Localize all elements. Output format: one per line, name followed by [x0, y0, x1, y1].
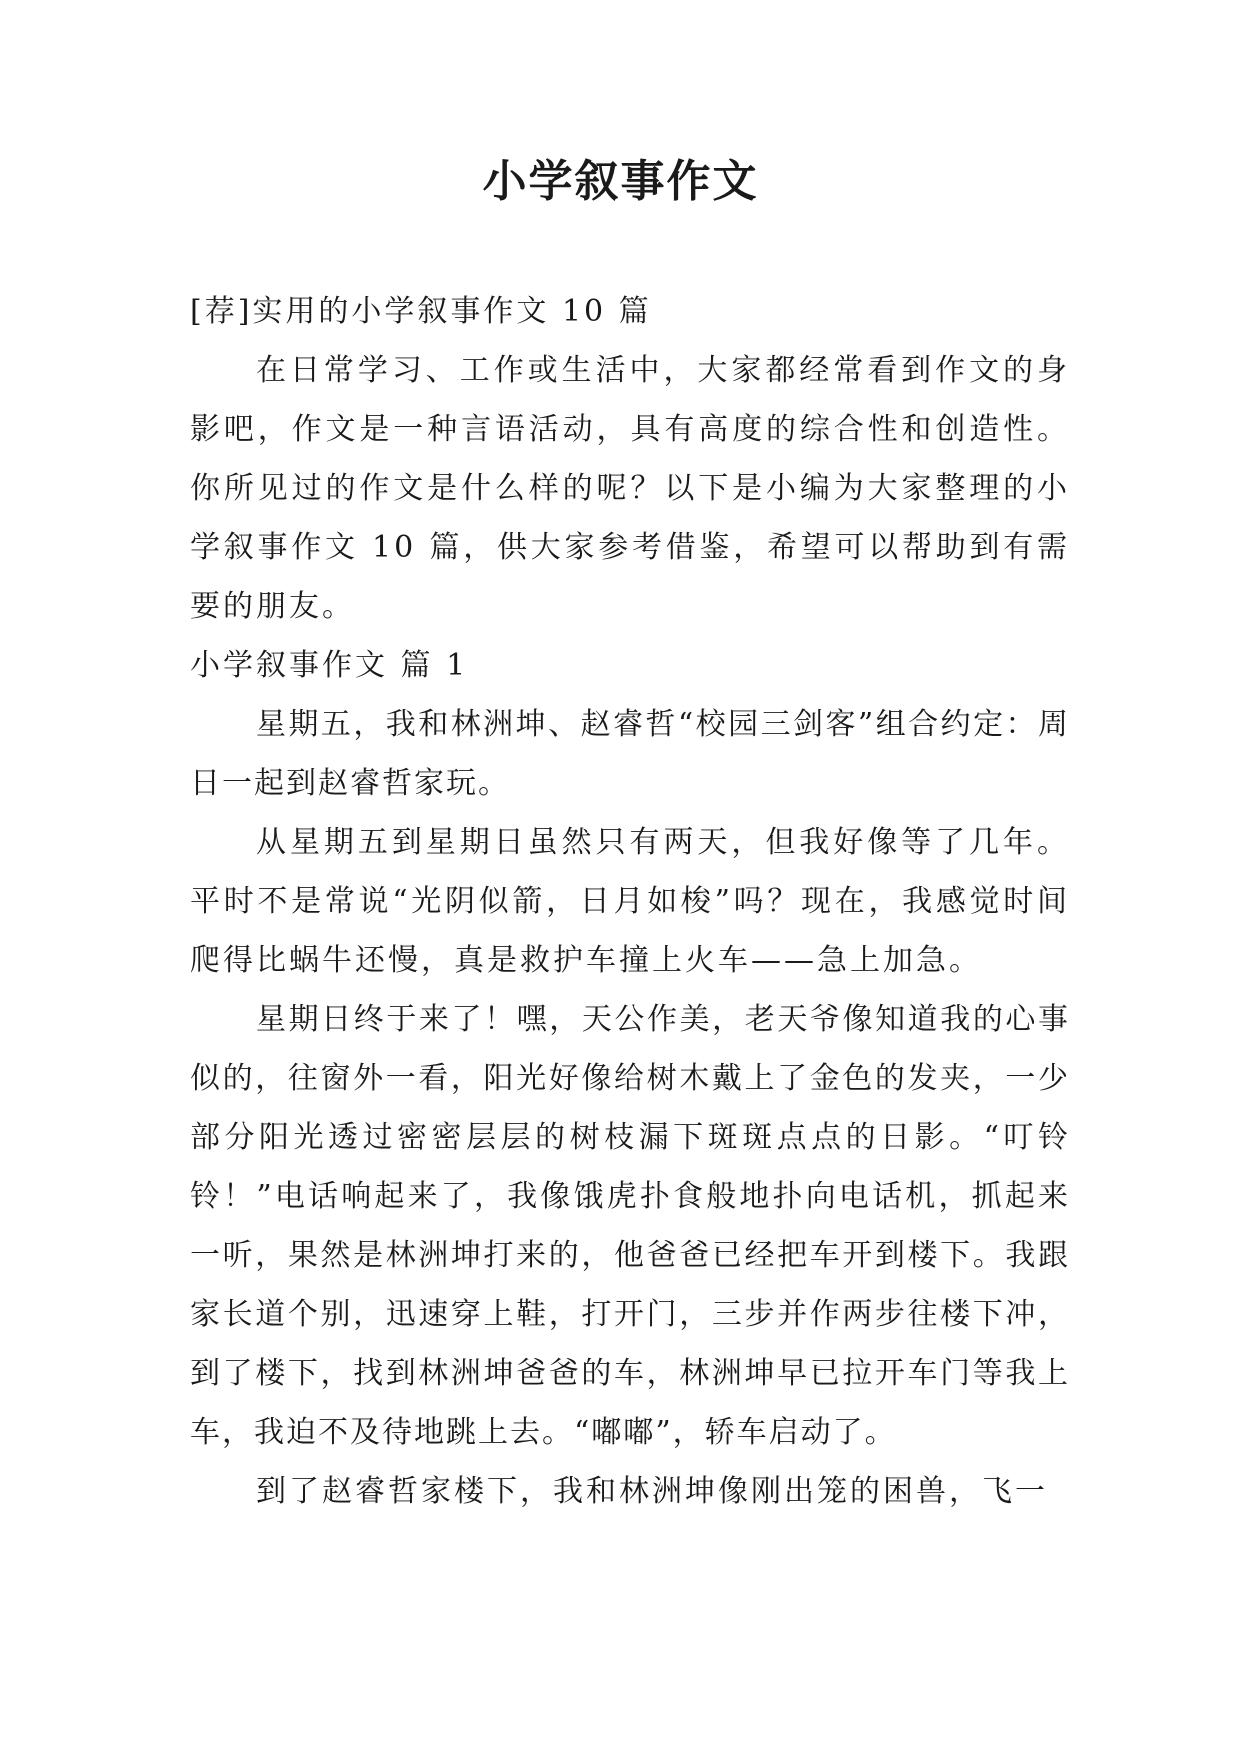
body-paragraph-3: 星期日终于来了！嘿，天公作美，老天爷像知道我的心事似的，往窗外一看，阳光好像给树木戴上了金色的发夹，一少部分阳光透过密密层层的树枝漏下斑斑点点的日影。“叮铃铃！”电话响起来了，我像饿虎扑食般地扑向电话机，抓起来一听，果然是林洲坤打来的，他爸爸已经把车开到楼下。我跟家长道个别，迅速穿上鞋，打开门，三步并作两步往楼下冲，到了楼下，找到林洲坤爸爸的车，林洲坤早已拉开车门等我上车，我迫不及待地跳上去。“嘟嘟”，轿车启动了。	[190, 1002, 1070, 1450]
intro-paragraph: 在日常学习、工作或生活中，大家都经常看到作文的身影吧，作文是一种言语活动，具有高度的综合性和创造性。你所见过的作文是什么样的呢？以下是小编为大家整理的小学叙事作文 10 篇，供大家参考借鉴，希望可以帮助到有需要的朋友。	[190, 353, 1070, 624]
document-title: 小学叙事作文	[482, 156, 759, 207]
body-paragraph-1: 星期五，我和林洲坤、赵睿哲“校园三剑客”组合约定：周日一起到赵睿哲家玩。	[190, 707, 1070, 801]
document-body	[190, 282, 1070, 1521]
body-paragraph-2: 从星期五到星期日虽然只有两天，但我好像等了几年。平时不是常说“光阴似箭，日月如梭”吗？现在，我感觉时间爬得比蜗牛还慢，真是救护车撞上火车——急上加急。	[190, 825, 1070, 978]
section-heading: 小学叙事作文 篇 1	[190, 648, 469, 683]
body-paragraph-4: 到了赵睿哲家楼下，我和林洲坤像刚出笼的困兽，飞一	[256, 1474, 1048, 1509]
document-subtitle: [荐]实用的小学叙事作文 10 篇	[190, 294, 652, 329]
